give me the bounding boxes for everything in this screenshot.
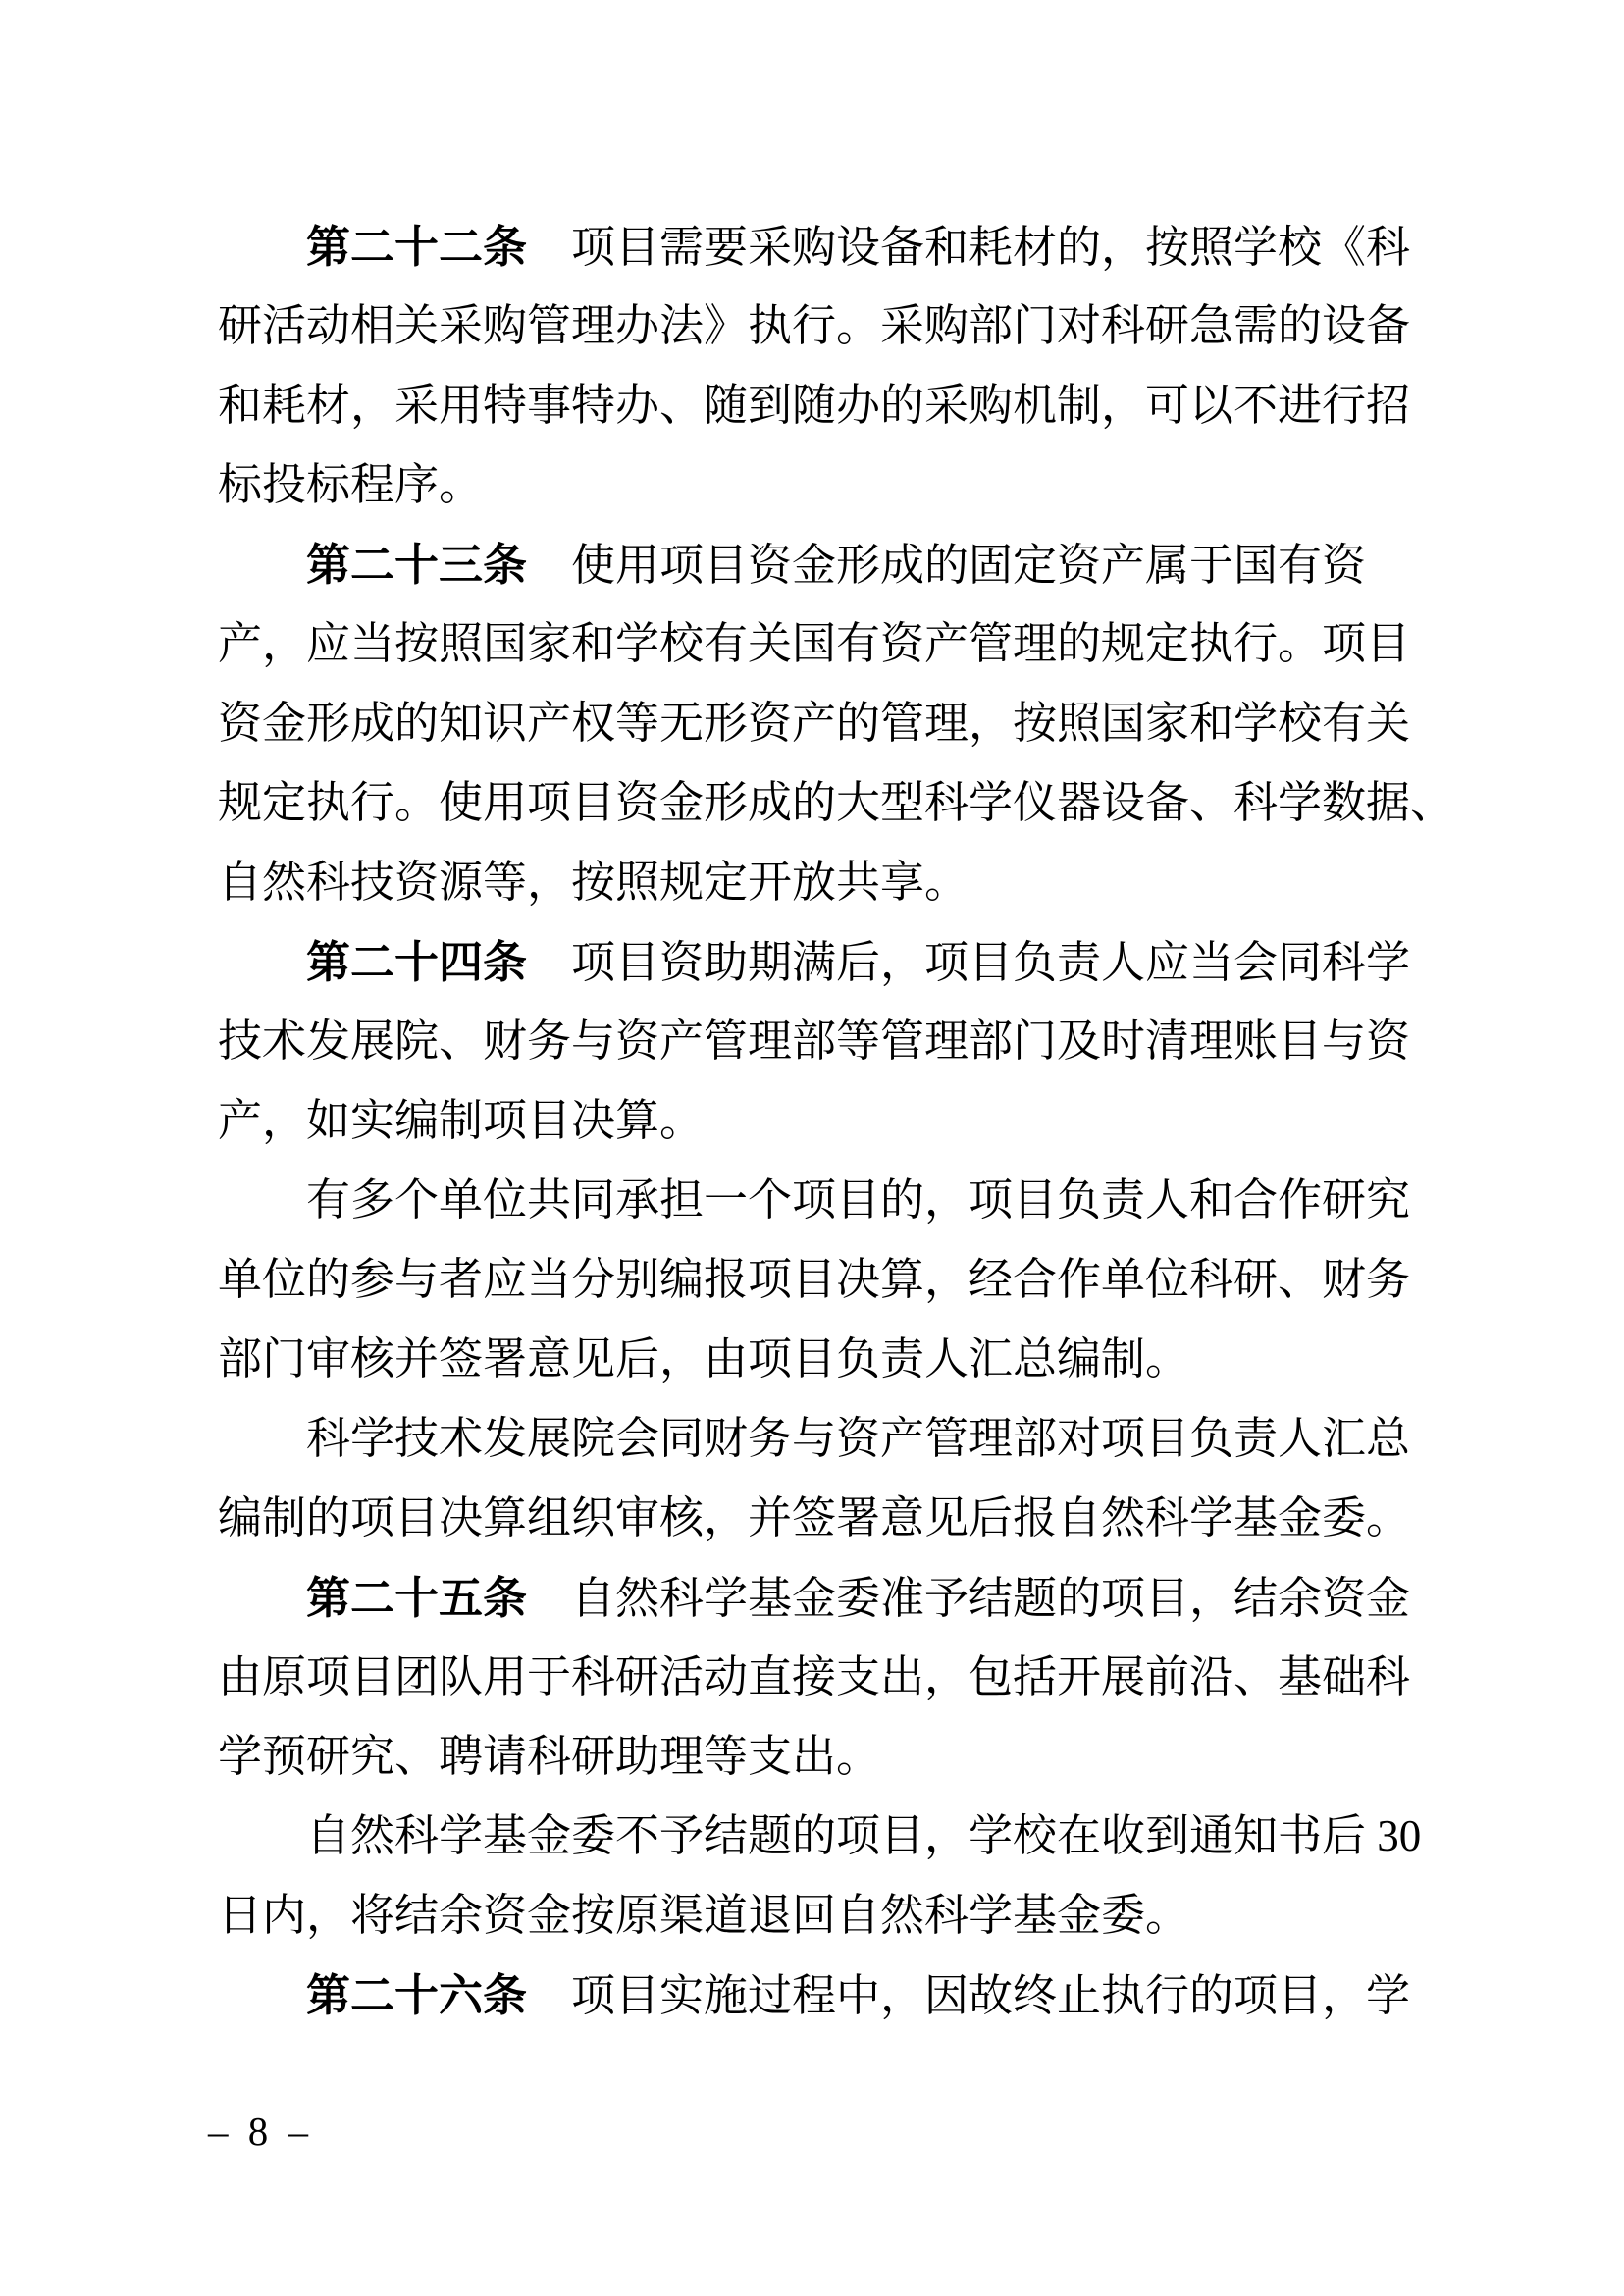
article-24-line-3 — [218, 1081, 1408, 1161]
article-text: 日内，将结余资金按原渠道退回自然科学基金委。 — [218, 1891, 1190, 1940]
article-25-line-1 — [218, 1558, 1411, 1638]
article-text: 部门审核并签署意见后，由项目负责人汇总编制。 — [218, 1334, 1190, 1383]
heading-gap — [527, 976, 571, 977]
article-text: 有多个单位共同承担一个项目的，项目负责人和合作研究 — [306, 1175, 1411, 1225]
article-text: 技术发展院、财务与资产管理部等管理部门及时清理账目与资 — [218, 1017, 1411, 1066]
article-23-line-2 — [218, 604, 1411, 684]
article-text: 产，如实编制项目决算。 — [218, 1096, 705, 1145]
article-number: 第二十五条 — [306, 1573, 528, 1623]
article-text: 单位的参与者应当分别编报项目决算，经合作单位科研、财务 — [218, 1255, 1411, 1304]
article-22-line-1 — [218, 207, 1411, 287]
heading-gap — [527, 2009, 571, 2010]
article-text: 研活动相关采购管理办法》执行。采购部门对科研急需的设备 — [218, 301, 1411, 350]
article-text: 产，应当按照国家和学校有关国有资产管理的规定执行。项目 — [218, 619, 1411, 668]
article-24-para-2-line-1 — [218, 1161, 1411, 1240]
page-number: – 8 – — [208, 2109, 308, 2154]
article-23-line-3 — [218, 684, 1411, 763]
article-22-line-4 — [218, 445, 1408, 525]
article-24-para-3-line-1 — [218, 1399, 1411, 1479]
article-text: 和耗材，采用特事特办、随到随办的采购机制，可以不进行招 — [218, 381, 1411, 430]
article-25-line-3 — [218, 1717, 1408, 1797]
article-22-line-3 — [218, 366, 1411, 445]
article-number: 第二十四条 — [306, 937, 528, 987]
article-24-para-3-line-2 — [218, 1479, 1411, 1558]
article-22-line-2 — [218, 287, 1411, 366]
heading-gap — [527, 1612, 571, 1613]
article-text: 科学技术发展院会同财务与资产管理部对项目负责人汇总 — [306, 1414, 1411, 1463]
article-text: 编制的项目决算组织审核，并签署意见后报自然科学基金委。 — [218, 1493, 1411, 1542]
heading-gap — [527, 261, 571, 262]
article-number: 第二十三条 — [306, 540, 528, 590]
article-text: 项目资助期满后，项目负责人应当会同科学 — [571, 938, 1411, 987]
article-number: 第二十六条 — [306, 1970, 528, 2020]
article-25-para-2-line-1 — [218, 1797, 1422, 1876]
article-text: 由原项目团队用于科研活动直接支出，包括开展前沿、基础科 — [218, 1652, 1411, 1701]
document-body — [218, 207, 1455, 2035]
article-text: 项目需要采购设备和耗材的，按照学校《科 — [571, 223, 1411, 272]
article-25-line-2 — [218, 1638, 1411, 1717]
article-text: 自然科技资源等，按照规定开放共享。 — [218, 858, 969, 907]
article-24-line-1 — [218, 922, 1411, 1002]
article-text: 自然科学基金委不予结题的项目，学校在收到通知书后 30 — [306, 1811, 1422, 1860]
article-text: 标投标程序。 — [218, 460, 484, 509]
article-text: 自然科学基金委准予结题的项目，结余资金 — [571, 1574, 1411, 1623]
article-23-line-4 — [218, 763, 1455, 843]
article-23-line-1 — [218, 525, 1408, 604]
article-text: 规定执行。使用项目资金形成的大型科学仪器设备、科学数据、 — [218, 778, 1455, 827]
article-text: 项目实施过程中，因故终止执行的项目，学 — [571, 1971, 1411, 2020]
article-25-para-2-line-2 — [218, 1876, 1408, 1956]
article-23-line-5 — [218, 843, 1408, 922]
article-text: 资金形成的知识产权等无形资产的管理，按照国家和学校有关 — [218, 699, 1411, 748]
article-24-para-2-line-3 — [218, 1320, 1408, 1399]
article-number: 第二十二条 — [306, 222, 528, 272]
article-text: 学预研究、聘请科研助理等支出。 — [218, 1732, 881, 1781]
article-24-para-2-line-2 — [218, 1240, 1411, 1320]
article-24-line-2 — [218, 1002, 1411, 1081]
article-text: 使用项目资金形成的固定资产属于国有资 — [571, 541, 1367, 590]
heading-gap — [527, 579, 571, 580]
article-26-line-1 — [218, 1956, 1411, 2035]
